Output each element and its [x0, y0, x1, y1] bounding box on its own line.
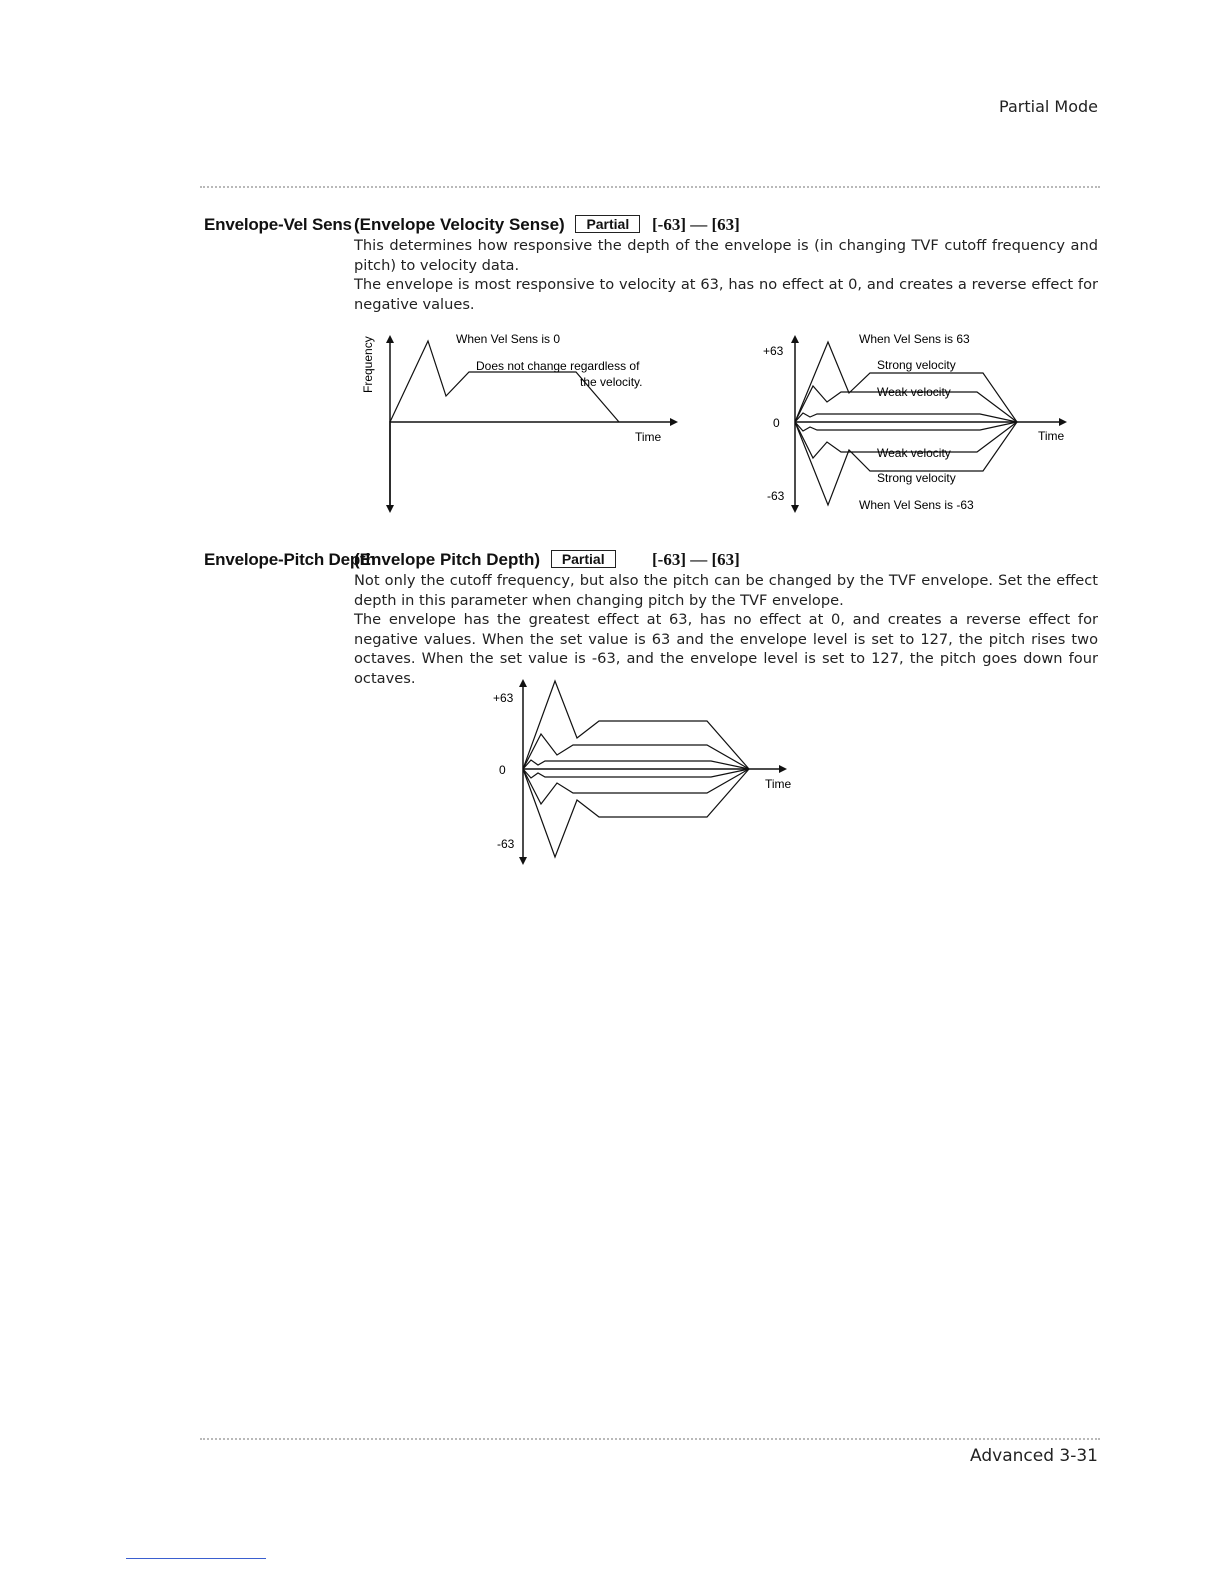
label-weak-top: Weak velocity: [877, 385, 951, 399]
title-top: When Vel Sens is 63: [859, 332, 970, 346]
bottom-divider: [200, 1438, 1100, 1440]
label-strong-bottom: Strong velocity: [877, 471, 956, 485]
pitch-curve-down-slight: [523, 769, 749, 778]
param-heading-envelope-vel-sens: [354, 215, 640, 235]
label-strong-top: Strong velocity: [877, 358, 956, 372]
pitch-curve-up-strong: [523, 681, 749, 769]
y-max-label: +63: [493, 691, 514, 705]
x-axis-label: Time: [1038, 429, 1065, 443]
y-max-label: +63: [763, 344, 784, 358]
y-min-label: -63: [497, 837, 515, 851]
strong-velocity-curve-up: [795, 342, 1017, 422]
pitch-curve-up-slight: [523, 760, 749, 769]
pitch-curve-down-weak: [523, 769, 749, 804]
x-axis-label: Time: [765, 777, 792, 791]
strong-velocity-curve-down: [795, 422, 1017, 505]
slight-curve-down: [795, 422, 1017, 431]
slight-curve-up: [795, 413, 1017, 422]
y-zero-label: 0: [499, 763, 506, 777]
param-range: [-63] — [63]: [652, 215, 740, 234]
paragraph: Not only the cutoff frequency, but also the pitch can be changed by the TVF envelope. Set the effect depth in this parameter when changing pitch by the TVF envelope.: [354, 572, 1098, 609]
diagram-note-line2: the velocity.: [580, 375, 643, 389]
page-number: Advanced 3-31: [970, 1446, 1098, 1466]
diagram-note-line1: Does not change regardless of: [476, 359, 640, 373]
param-description: [354, 236, 1098, 314]
y-zero-label: 0: [773, 416, 780, 430]
pitch-curve-down-strong: [523, 769, 749, 857]
diagram-pitch-depth: [485, 675, 815, 870]
diagram-vel-sens-63: [755, 325, 1085, 520]
footnote-rule: [126, 1558, 266, 1559]
paragraph: This determines how responsive the depth of the envelope is (in changing TVF cutoff frequency and pitch) to velocity data.: [354, 237, 1098, 274]
pitch-curve-up-weak: [523, 734, 749, 769]
mode-badge: Partial: [575, 215, 640, 233]
title-bottom: When Vel Sens is -63: [859, 498, 974, 512]
running-header: Partial Mode: [999, 97, 1098, 116]
param-full-title: (Envelope Pitch Depth): [354, 550, 541, 569]
param-name-envelope-pitch-depth: Envelope-Pitch Depth: [204, 550, 376, 569]
param-name-envelope-vel-sens: Envelope-Vel Sens: [204, 215, 352, 234]
mode-badge: Partial: [551, 550, 616, 568]
y-axis-label: Frequency: [361, 336, 375, 393]
param-full-title: (Envelope Velocity Sense): [354, 215, 565, 234]
diagram-vel-sens-zero: [340, 325, 690, 520]
param-heading-envelope-pitch-depth: [354, 550, 616, 570]
top-divider: [200, 186, 1100, 188]
diagram-title: When Vel Sens is 0: [456, 332, 561, 346]
x-axis-label: Time: [635, 430, 662, 444]
y-min-label: -63: [767, 489, 785, 503]
label-weak-bottom: Weak velocity: [877, 446, 951, 460]
param-range: [-63] — [63]: [652, 550, 740, 569]
paragraph: The envelope has the greatest effect at 63, has no effect at 0, and creates a reverse effect for negative values. When the set value is 63 and the envelope level is set to 127, the pitch rises two octaves. When the set value is -63, and the envelope level is set to 127, the pitch goes down four octaves.: [354, 611, 1098, 687]
param-description: [354, 571, 1098, 688]
paragraph: The envelope is most responsive to velocity at 63, has no effect at 0, and creates a reverse effect for negative values.: [354, 276, 1098, 313]
